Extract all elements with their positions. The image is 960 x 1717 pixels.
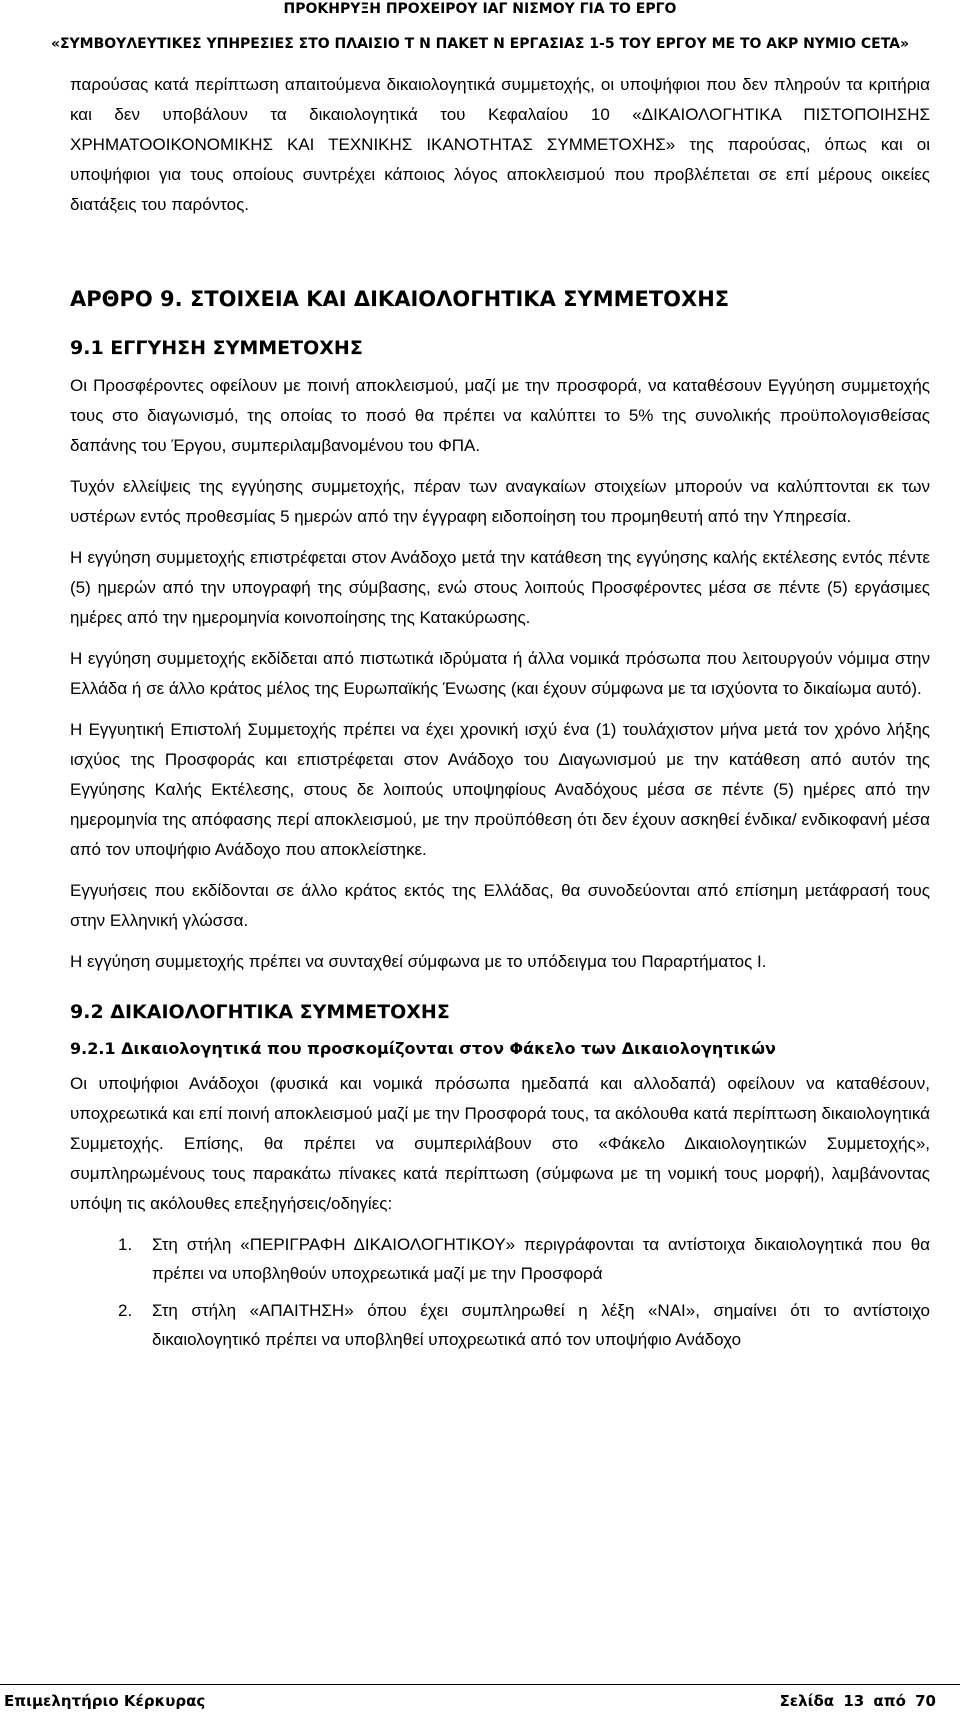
list-item — [70, 1296, 930, 1354]
header-title: ΠΡΟΚΗΡΥΞΗ ΠΡΟΧΕΙΡΟΥ ΙΑΓ ΝΙΣΜΟΥ ΓΙΑ ΤΟ ΕΡΓΟ — [283, 1, 677, 17]
page-footer — [0, 1676, 960, 1717]
instructions-list — [70, 1230, 930, 1354]
list-item-number: 1. — [118, 1235, 133, 1254]
paragraph: Η εγγύηση συμμετοχής επιστρέφεται στον Ανάδοχο μετά την κατάθεση της εγγύησης καλής εκτέλεσης εντός πέντε (5) ημερών από την υπογραφή της σύμβασης, ενώ στους λοιπούς Προσφέροντες μέσα σε πέντε (5) εργάσιμες ημέρες από την ημερομηνία κοινοποίησης της Κατακύρωσης. — [70, 548, 930, 627]
document-body — [70, 70, 930, 1362]
paragraph: Η εγγύηση συμμετοχής πρέπει να συνταχθεί σύμφωνα με το υπόδειγμα του Παραρτήματος Ι. — [70, 952, 767, 971]
intro-paragraph: παρούσας κατά περίπτωση απαιτούμενα δικαιολογητικά συμμετοχής, οι υποψήφιοι που δεν πληρούν τα κριτήρια και δεν υποβάλουν τα δικαιολογητικά του Κεφαλαίου 10 «ΔΙΚΑΙΟΛΟΓΗΤΙΚΑ ΠΙΣΤΟΠΟΙΗΣΗΣ ΧΡΗΜΑΤΟΟΙΚΟΝΟΜΙΚΗΣ ΚΑΙ ΤΕΧΝΙΚΗΣ ΙΚΑΝΟΤΗΤΑΣ ΣΥΜΜΕΤΟΧΗΣ» της παρούσας, όπως και οι υποψήφιοι για τους οποίους συντρέχει κάποιος λόγος αποκλεισμού που προβλέπεται σε επί μέρους οικείες διατάξεις του παρόντος. — [70, 75, 930, 214]
list-item-text: Στη στήλη «ΠΕΡΙΓΡΑΦΗ ΔΙΚΑΙΟΛΟΓΗΤΙΚΟΥ» περιγράφονται τα αντίστοιχα δικαιολογητικά που θα πρέπει να υποβληθούν υποχρεωτικά μαζί με την Προσφορά — [152, 1235, 930, 1283]
paragraph: Τυχόν ελλείψεις της εγγύησης συμμετοχής, πέραν των αναγκαίων στοιχείων μπορούν να καλύπτονται εκ των υστέρων εντός προθεσμίας 5 ημερών από την έγγραφη ειδοποίηση του προμηθευτή από την Υπηρεσία. — [70, 477, 930, 526]
paragraph: Η εγγύηση συμμετοχής εκδίδεται από πιστωτικά ιδρύματα ή άλλα νομικά πρόσωπα που λειτουργούν νόμιμα στην Ελλάδα ή σε άλλο κράτος μέλος της Ευρωπαϊκής Ένωσης (και έχουν σύμφωνα με τα ισχύοντα το δικαίωμα αυτό). — [70, 649, 930, 698]
article-title: ΑΡΘΡΟ 9. ΣΤΟΙΧΕΙΑ ΚΑΙ ΔΙΚΑΙΟΛΟΓΗΤΙΚΑ ΣΥΜΜΕΤΟΧΗΣ — [70, 287, 730, 311]
footer-divider — [0, 1684, 960, 1685]
page-header — [0, 0, 960, 54]
footer-organization: Επιμελητήριο Κέρκυρας — [4, 1692, 206, 1710]
section-9-2-1-title: 9.2.1 Δικαιολογητικά που προσκομίζονται στον Φάκελο των Δικαιολογητικών — [70, 1039, 776, 1058]
page-number: Σελίδα 13 από 70 — [779, 1692, 936, 1710]
section-9-2-title: 9.2 ΔΙΚΑΙΟΛΟΓΗΤΙΚΑ ΣΥΜΜΕΤΟΧΗΣ — [70, 1001, 450, 1023]
section-9-1-title: 9.1 ΕΓΓΥΗΣΗ ΣΥΜΜΕΤΟΧΗΣ — [70, 337, 363, 359]
paragraph: Οι Προσφέροντες οφείλουν με ποινή αποκλεισμού, μαζί με την προσφορά, να καταθέσουν Εγγύηση συμμετοχής τους στο διαγωνισμό, της οποίας το ποσό θα πρέπει να καλύπτει το 5% της συνολικής προϋπολογισθείσας δαπάνης του Έργου, συμπεριλαμβανομένου του ΦΠΑ. — [70, 376, 930, 455]
list-item-number: 2. — [118, 1301, 133, 1320]
header-project-title: «ΣΥΜΒΟΥΛΕΥΤΙΚΕΣ ΥΠΗΡΕΣΙΕΣ ΣΤΟ ΠΛΑΙΣΙΟ Τ Ν ΠΑΚΕΤ Ν ΕΡΓΑΣΙΑΣ 1-5 ΤΟΥ ΕΡΓΟΥ ΜΕ ΤΟ ΑΚΡ ΝΥΜΙΟ CETA» — [50, 36, 910, 52]
paragraph: Εγγυήσεις που εκδίδονται σε άλλο κράτος εκτός της Ελλάδας, θα συνοδεύονται από επίσημη μετάφρασή τους στην Ελληνική γλώσσα. — [70, 881, 930, 930]
list-item — [70, 1230, 930, 1288]
paragraph: Η Εγγυητική Επιστολή Συμμετοχής πρέπει να έχει χρονική ισχύ ένα (1) τουλάχιστον μήνα μετά τον χρόνο λήξης ισχύος της Προσφοράς και επιστρέφεται στον Ανάδοχο του Διαγωνισμού με την κατάθεση από αυτόν της Εγγύησης Καλής Εκτέλεσης, στους δε λοιπούς υποψηφίους Αναδόχους μέσα σε πέντε (5) ημέρες από την ημερομηνία της απόφασης περί αποκλεισμού, με την προϋπόθεση ότι δεν έχουν ασκηθεί ένδικα/ ενδικοφανή μέσα από τον υποψήφιο Ανάδοχο που αποκλείστηκε. — [70, 720, 930, 859]
list-item-text: Στη στήλη «ΑΠΑΙΤΗΣΗ» όπου έχει συμπληρωθεί η λέξη «ΝΑΙ», σημαίνει ότι το αντίστοιχο δικαιολογητικό πρέπει να υποβληθεί υποχρεωτικά από τον υποψήφιο Ανάδοχο — [152, 1301, 930, 1349]
paragraph: Οι υποψήφιοι Ανάδοχοι (φυσικά και νομικά πρόσωπα ημεδαπά και αλλοδαπά) οφείλουν να καταθέσουν, υποχρεωτικά και επί ποινή αποκλεισμού μαζί με την Προσφορά τους, τα ακόλουθα κατά περίπτωση δικαιολογητικά Συμμετοχής. Επίσης, θα πρέπει να συμπεριλάβουν στο «Φάκελο Δικαιολογητικών Συμμετοχής», συμπληρωμένους τους παρακάτω πίνακες κατά περίπτωση (σύμφωνα με τη νομική τους μορφή), λαμβάνοντας υπόψη τις ακόλουθες επεξηγήσεις/οδηγίες: — [70, 1074, 930, 1213]
